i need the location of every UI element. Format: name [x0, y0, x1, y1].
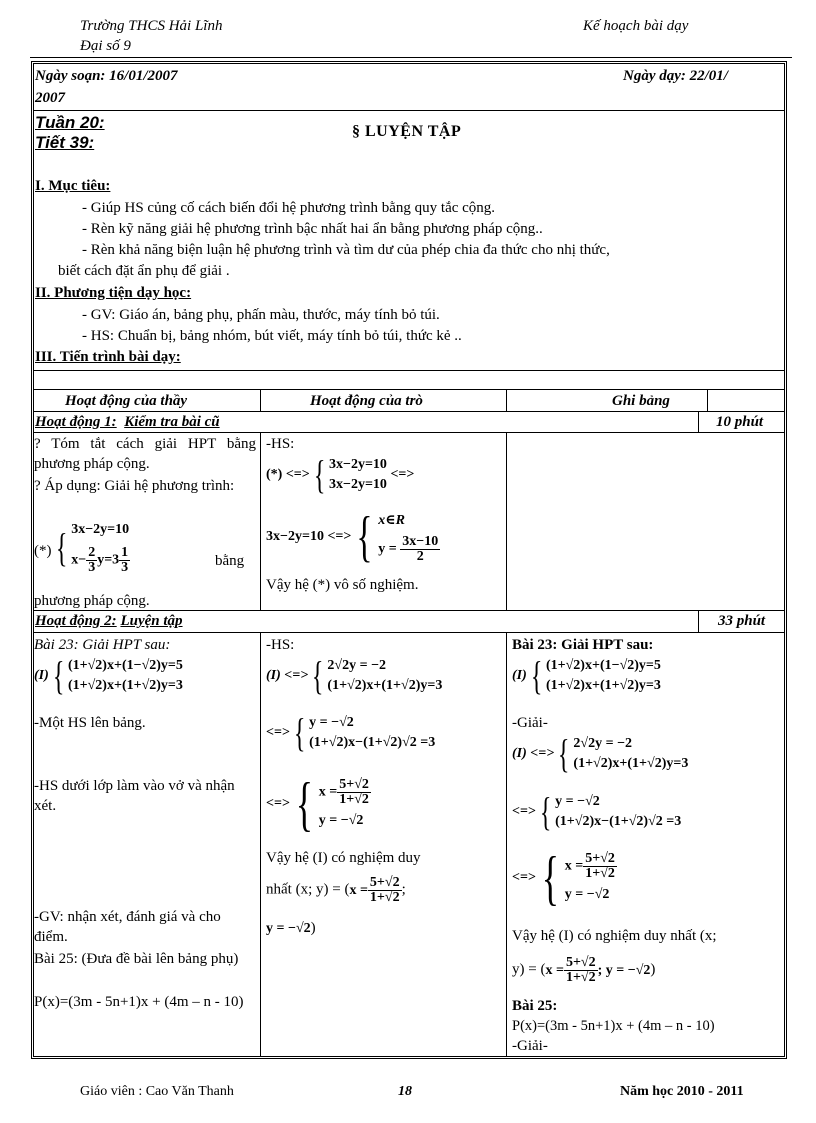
teacher-step: -GV: nhận xét, đánh giá và cho điểm. — [34, 909, 221, 945]
board-step1 — [512, 731, 689, 776]
activity-2-time: 33 phút — [718, 613, 766, 629]
iff: (I) <=> — [266, 668, 309, 684]
rule — [33, 389, 785, 390]
rule — [33, 110, 785, 111]
board-poly: P(x)=(3m - 5n+1)x + (4m – n - 10) — [512, 1018, 715, 1034]
objective-item: biết cách đặt ẩn phụ để giải . — [58, 263, 230, 279]
process-heading: III. Tiến trình bài dạy: — [35, 349, 181, 365]
subject-name: Đại số 9 — [80, 38, 131, 54]
activity-1-title — [35, 412, 220, 432]
frac-num: 5+√2 — [565, 955, 596, 970]
student-system — [266, 506, 440, 568]
footer-year: Năm học 2010 - 2011 — [620, 1084, 744, 1099]
equation-part: y = — [378, 541, 397, 557]
board-step3 — [512, 845, 617, 911]
equation: (1+√2)x−(1+√2)√2 =3 — [309, 735, 436, 750]
means-heading: II. Phương tiện dạy học: — [35, 285, 192, 301]
col-divider — [506, 432, 507, 610]
col-divider — [707, 389, 708, 411]
brace: { — [295, 771, 313, 837]
rule — [33, 432, 785, 433]
iff: <=> — [512, 870, 536, 886]
date-taught: Ngày dạy: 22/01/ — [623, 68, 728, 84]
equation-part: x = — [318, 784, 338, 800]
board-conclusion: Vậy hệ (I) có nghiệm duy nhất (x; — [512, 928, 717, 944]
year-wrap: 2007 — [35, 90, 65, 106]
system-label: (I) — [512, 668, 527, 684]
frac-num: 5+√2 — [369, 875, 400, 890]
iff: (I) <=> — [512, 746, 555, 762]
activity-name: Luyện tập — [120, 613, 183, 629]
brace: { — [52, 653, 65, 698]
period: Tiết 39: — [35, 133, 95, 152]
equation: 3x−2y=10 — [328, 477, 387, 492]
bang-word: bằng — [215, 553, 245, 569]
equation: y = −√2 — [555, 794, 600, 809]
student-step3 — [266, 771, 371, 837]
iff: (*) <=> — [266, 467, 310, 483]
equation-part: y=3 — [97, 552, 120, 568]
col-divider — [260, 389, 261, 411]
iff: <=> — [512, 804, 536, 820]
teacher-step: Bài 25: (Đưa đề bài lên bảng phụ) — [34, 951, 239, 967]
system-I — [34, 653, 183, 698]
teacher-poly: P(x)=(3m - 5n+1)x + (4m – n - 10) — [34, 994, 244, 1010]
means-item: - HS: Chuẩn bị, bảng nhóm, bút viết, máy tính bỏ túi, thức kẻ .. — [82, 328, 462, 344]
equation-part: x = — [564, 858, 584, 874]
equation: (1+√2)x+(1+√2)y=3 — [545, 678, 661, 693]
brace: { — [293, 710, 306, 755]
system-equation — [52, 520, 130, 575]
activity-label: Hoạt động 1: — [35, 414, 117, 430]
frac-den: 3 — [88, 560, 96, 575]
equation-part: x = — [349, 882, 368, 898]
date-prepared: Ngày soạn: 16/01/2007 — [35, 68, 178, 84]
frac-den: 3 — [121, 560, 129, 575]
frac-num: 1 — [121, 545, 129, 560]
col-divider — [260, 432, 261, 610]
system-label: (*) — [34, 543, 52, 559]
brace: { — [530, 653, 543, 698]
teacher-question: ? Tóm tắt cách giải HPT bằng phương pháp cộng. — [34, 436, 256, 472]
teacher-step: -HS dưới lớp làm vào vở và nhận xét. — [34, 778, 235, 814]
board-giai2: -Giải- — [512, 1038, 548, 1054]
frac-den: 1+√2 — [369, 890, 400, 905]
objectives-heading: I. Mục tiêu: — [35, 178, 111, 194]
means-item: - GV: Giáo án, bảng phụ, phấn màu, thước, máy tính bỏ túi. — [82, 307, 440, 323]
equation: (1+√2)x+(1+√2)y=3 — [327, 678, 443, 693]
teacher-question: ? Áp dụng: Giải hệ phương trình: — [34, 478, 235, 494]
equation: 2√2y = −2 — [327, 658, 387, 673]
frac-den: 1+√2 — [585, 865, 615, 881]
footer-page-number: 18 — [398, 1084, 412, 1099]
activity-name: Kiểm tra bài cũ — [124, 414, 220, 430]
equation: y = −√2 — [266, 921, 311, 936]
footer-teacher: Giáo viên : Cao Văn Thanh — [80, 1084, 234, 1099]
equation: y = −√2 — [318, 812, 364, 828]
objective-item: - Giúp HS củng cố cách biến đổi hệ phương trình bằng quy tắc cộng. — [82, 200, 496, 216]
equation: 2√2y = −2 — [573, 736, 633, 751]
equation: x∈R — [378, 512, 405, 528]
closing: ) — [310, 920, 316, 936]
conclusion-part: y) = ( — [512, 961, 546, 978]
col-student-header: Hoạt động của trò — [310, 393, 423, 409]
brace: { — [55, 524, 68, 570]
equation-part: x− — [71, 552, 87, 568]
equation: y = −√2 — [309, 715, 354, 730]
board-bai25: Bài 25: — [512, 998, 558, 1014]
equation: (1+√2)x+(1+√2)y=3 — [573, 756, 689, 771]
equation-part: x = — [545, 962, 564, 978]
col-board-header: Ghi bảng — [612, 393, 670, 409]
col-divider — [506, 389, 507, 411]
frac-den: 2 — [416, 548, 424, 564]
col-divider — [506, 632, 507, 1057]
brace: { — [539, 789, 552, 834]
equation: (1+√2)x+(1+√2)y=3 — [67, 678, 183, 693]
conclusion-part: nhất (x; y) = ( — [266, 881, 350, 898]
time-divider — [698, 610, 699, 632]
time-divider — [698, 411, 699, 432]
iff: <=> — [266, 796, 290, 812]
activity-label: Hoạt động 2: — [35, 613, 117, 629]
frac-num: 3x−10 — [402, 533, 439, 549]
equation: (1+√2)x+(1−√2)y=5 — [67, 658, 183, 673]
frac-den: 1+√2 — [565, 970, 596, 985]
activity-2-title — [35, 611, 183, 631]
equation: 3x−2y=10 — [71, 522, 130, 537]
student-system — [266, 452, 415, 497]
student-hs-label: -HS: — [266, 436, 295, 452]
student-step2 — [266, 710, 436, 755]
iff: <=> — [390, 467, 415, 483]
board-system-I — [512, 653, 661, 698]
method-word: phương pháp cộng. — [34, 593, 150, 609]
brace: { — [312, 653, 324, 698]
col-teacher-header: Hoạt động của thầy — [65, 393, 188, 409]
week: Tuần 20: — [35, 113, 105, 132]
closing: ) — [650, 961, 656, 978]
board-step2 — [512, 789, 682, 834]
student-conclusion — [266, 918, 316, 939]
board-bai23: Bài 23: Giải HPT sau: — [512, 637, 654, 653]
student-conclusion: Vậy hệ (I) có nghiệm duy — [266, 850, 421, 866]
frac-num: 2 — [88, 545, 96, 560]
equation: y = −√2 — [605, 962, 651, 978]
brace: { — [541, 845, 559, 911]
student-step1 — [266, 653, 443, 698]
col-divider — [260, 632, 261, 1057]
board-giai: -Giải- — [512, 715, 548, 731]
student-conclusion — [266, 876, 406, 905]
equation: y = −√2 — [564, 886, 610, 902]
equation: 3x−2y=10 <=> — [266, 529, 352, 545]
student-conclusion: Vậy hệ (*) vô số nghiệm. — [266, 577, 419, 593]
school-name: Trường THCS Hải Lĩnh — [80, 18, 223, 34]
rule — [33, 632, 785, 633]
objective-item: - Rèn kỹ năng giải hệ phương trình bậc nhất hai ẩn bằng phương pháp cộng.. — [82, 221, 543, 237]
equation: (1+√2)x−(1+√2)√2 =3 — [555, 814, 682, 829]
equation: 3x−2y=10 — [328, 457, 387, 472]
teacher-bai23: Bài 23: Giải HPT sau: — [34, 637, 171, 653]
brace: { — [313, 452, 326, 497]
page-title: § LUYỆN TẬP — [352, 123, 462, 140]
brace: { — [356, 506, 373, 568]
plan-label: Kế hoạch bài dạy — [583, 18, 689, 34]
frac-den: 1+√2 — [339, 791, 369, 807]
system-label: (I) — [34, 668, 49, 684]
teacher-step: -Một HS lên bảng. — [34, 715, 146, 731]
activity-1-time: 10 phút — [716, 414, 764, 430]
board-conclusion — [512, 956, 655, 985]
equation: (1+√2)x+(1−√2)y=5 — [545, 658, 661, 673]
header-rule — [30, 57, 792, 58]
frac-num: 5+√2 — [339, 776, 369, 792]
iff: <=> — [266, 725, 290, 741]
rule — [33, 370, 785, 371]
objective-item: - Rèn khả năng biện luận hệ phương trình và tìm dư của phép chia đa thức cho nhị thức, — [82, 242, 610, 258]
student-hs-label: -HS: — [266, 637, 295, 653]
frac-num: 5+√2 — [585, 850, 615, 866]
separator: ; — [401, 881, 406, 898]
separator: ; — [597, 962, 603, 978]
brace: { — [558, 731, 570, 776]
